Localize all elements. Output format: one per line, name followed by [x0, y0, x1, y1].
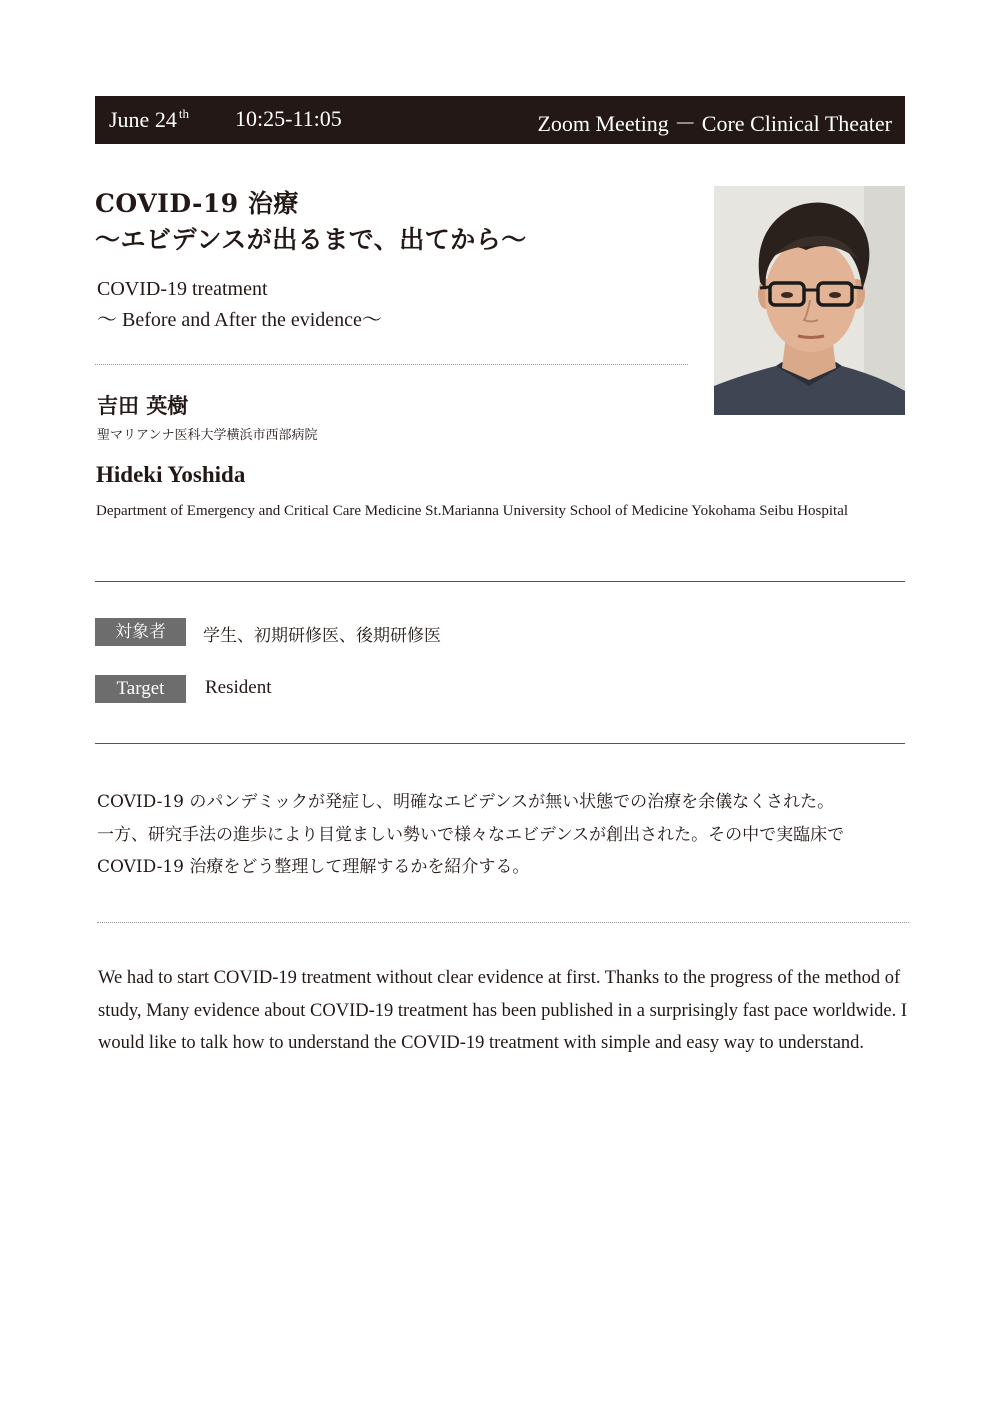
title-english [97, 274, 382, 336]
title-en-line1: COVID-19 treatment [97, 278, 268, 300]
target-value-en: Resident [205, 677, 272, 698]
session-date-text: June 24 [109, 107, 177, 132]
target-label-ja: 対象者 [95, 618, 186, 646]
abstract-divider [97, 922, 909, 923]
speaker-name-ja: 吉田 英樹 [97, 393, 189, 418]
session-header [95, 96, 905, 144]
speaker-name-en: Hideki Yoshida [96, 462, 246, 487]
speaker-divider [95, 581, 905, 582]
title-en-line2: 〜 Before and After the evidence〜 [97, 309, 382, 331]
target-value-ja: 学生、初期研修医、後期研修医 [203, 626, 441, 646]
abstract-japanese [97, 786, 917, 884]
speaker-portrait-image [714, 186, 905, 415]
session-date-suffix: th [178, 106, 189, 121]
speaker-affiliation-en: Department of Emergency and Critical Care Medicine St.Marianna University School of Medicine Yokohama Seibu Hospital [96, 503, 849, 519]
abstract-ja-line: COVID-19 治療をどう整理して理解するかを紹介する。 [97, 857, 530, 877]
speaker-affiliation-ja: 聖マリアンナ医科大学横浜市西部病院 [97, 428, 318, 443]
session-venue: Zoom Meeting － Core Clinical Theater [537, 111, 892, 136]
target-label-en: Target [95, 675, 186, 703]
abstract-ja-line: 一方、研究手法の進歩により目覚ましい勢いで様々なエビデンスが創出された。その中で実臨床で [97, 824, 845, 845]
title-divider [95, 364, 688, 365]
title-ja-line1: COVID-19 治療 [95, 189, 299, 218]
abstract-en-text: We had to start COVID-19 treatment without clear evidence at first. Thanks to the progress of the method of study, Many evidence about COVID-19 treatment has been published in a surprisingly fast pace worldwide. I would like to talk how to understand the COVID-19 treatment with simple and easy way to understand. [98, 968, 907, 1053]
session-time: 10:25-11:05 [235, 106, 342, 131]
title-japanese [95, 186, 527, 258]
title-ja-line2: 〜エビデンスが出るまで、出てから〜 [95, 225, 527, 254]
target-divider [95, 743, 905, 744]
speaker-photo [714, 186, 905, 415]
abstract-ja-line: COVID-19 のパンデミックが発症し、明確なエビデンスが無い状態での治療を余儀なくされた。 [97, 792, 835, 812]
abstract-english [98, 962, 910, 1060]
session-date [109, 106, 189, 133]
